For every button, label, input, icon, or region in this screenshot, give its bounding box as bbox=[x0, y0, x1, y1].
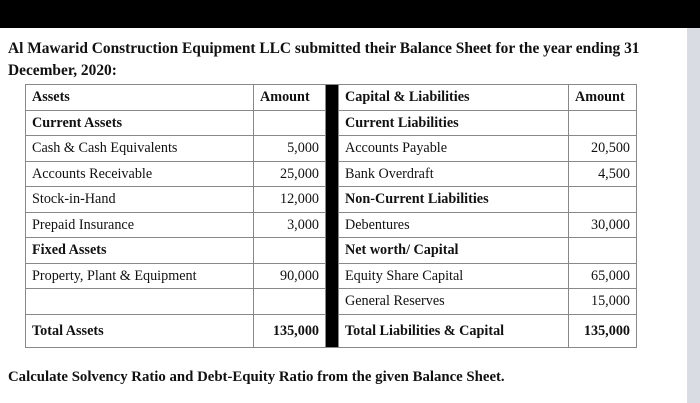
asset-amount bbox=[254, 289, 326, 315]
asset-amount: 90,000 bbox=[254, 263, 326, 289]
liability-label: Bank Overdraft bbox=[339, 161, 569, 187]
liability-amount bbox=[569, 110, 637, 136]
liability-amount: 4,500 bbox=[569, 161, 637, 187]
total-assets-amount: 135,000 bbox=[254, 314, 326, 347]
asset-amount: 5,000 bbox=[254, 136, 326, 162]
right-edge-strip bbox=[687, 28, 700, 403]
question-text: Calculate Solvency Ratio and Debt-Equity Ratio from the given Balance Sheet. bbox=[8, 369, 505, 385]
liability-label: Debentures bbox=[339, 212, 569, 238]
total-liabilities-amount: 135,000 bbox=[569, 314, 637, 347]
liability-amount: 30,000 bbox=[569, 212, 637, 238]
header-liabilities: Capital & Liabilities bbox=[339, 85, 569, 111]
total-assets-label: Total Assets bbox=[26, 314, 254, 347]
liability-label: Equity Share Capital bbox=[339, 263, 569, 289]
asset-label: Stock-in-Hand bbox=[26, 187, 254, 213]
asset-label: Fixed Assets bbox=[26, 238, 254, 264]
liability-amount bbox=[569, 187, 637, 213]
asset-label: Property, Plant & Equipment bbox=[26, 263, 254, 289]
liability-amount bbox=[569, 238, 637, 264]
liability-label: General Reserves bbox=[339, 289, 569, 315]
header-assets: Assets bbox=[26, 85, 254, 111]
asset-amount: 25,000 bbox=[254, 161, 326, 187]
asset-amount bbox=[254, 238, 326, 264]
top-black-bar bbox=[0, 0, 700, 28]
liability-label: Current Liabilities bbox=[339, 110, 569, 136]
asset-label: Current Assets bbox=[26, 110, 254, 136]
asset-amount: 12,000 bbox=[254, 187, 326, 213]
total-liabilities-label: Total Liabilities & Capital bbox=[339, 314, 569, 347]
header-row bbox=[26, 85, 637, 111]
problem-heading: Al Mawarid Construction Equipment LLC submitted their Balance Sheet for the year ending 31 December, 2020: bbox=[8, 40, 640, 79]
liability-amount: 15,000 bbox=[569, 289, 637, 315]
liability-label: Non-Current Liabilities bbox=[339, 187, 569, 213]
asset-amount: 3,000 bbox=[254, 212, 326, 238]
column-separator bbox=[326, 85, 339, 348]
header-amount-right: Amount bbox=[569, 85, 637, 111]
liability-amount: 20,500 bbox=[569, 136, 637, 162]
liability-label: Accounts Payable bbox=[339, 136, 569, 162]
asset-label: Cash & Cash Equivalents bbox=[26, 136, 254, 162]
asset-label bbox=[26, 289, 254, 315]
balance-sheet-table bbox=[25, 84, 637, 348]
liability-amount: 65,000 bbox=[569, 263, 637, 289]
header-amount-left: Amount bbox=[254, 85, 326, 111]
liability-label: Net worth/ Capital bbox=[339, 238, 569, 264]
asset-label: Accounts Receivable bbox=[26, 161, 254, 187]
asset-amount bbox=[254, 110, 326, 136]
asset-label: Prepaid Insurance bbox=[26, 212, 254, 238]
